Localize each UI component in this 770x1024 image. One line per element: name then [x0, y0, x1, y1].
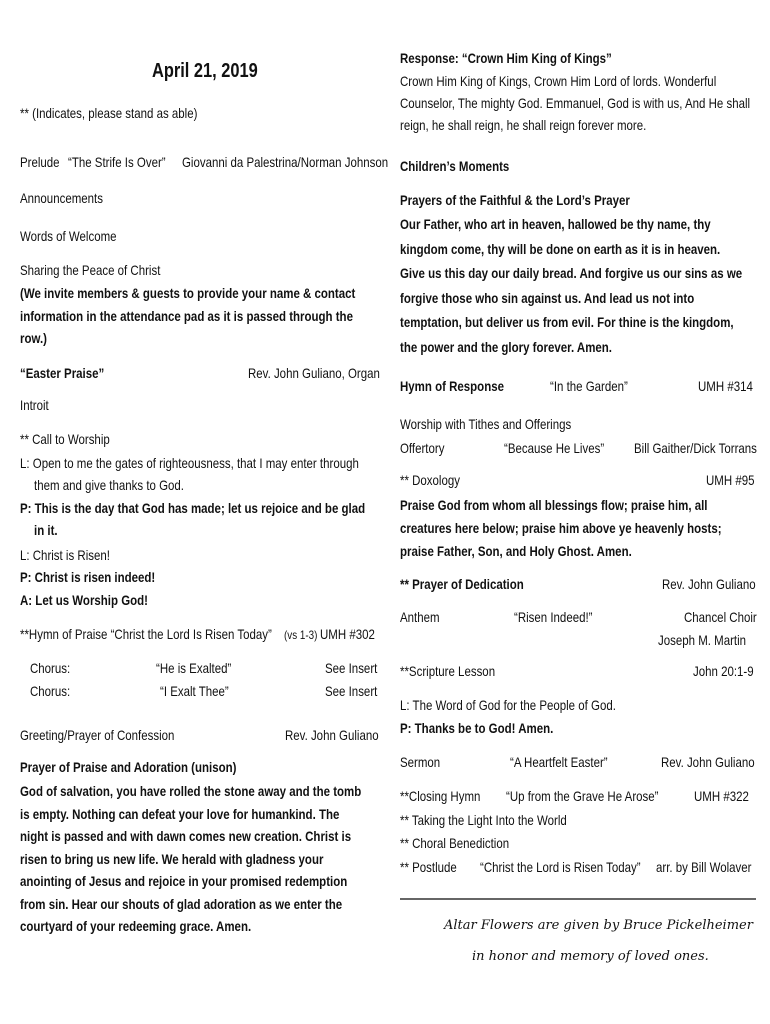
dedication-leader: Rev. John Guliano: [662, 576, 756, 592]
chorus-2-note: See Insert: [325, 683, 378, 699]
anthem-label: Anthem: [400, 609, 440, 625]
closing-hymn-label: **Closing Hymn: [400, 788, 481, 804]
taking-light: ** Taking the Light Into the World: [400, 812, 567, 828]
postlude-label: ** Postlude: [400, 859, 457, 875]
postlude-composer: arr. by Bill Wolaver: [656, 859, 752, 875]
hymn-of-response-label: Hymn of Response: [400, 378, 504, 394]
peace-note: (We invite members & guests to provide your name & contact information in the attendance pad as it is passed through the row.): [20, 285, 356, 346]
offertory-label: Offertory: [400, 440, 445, 456]
hymn-of-response-title: “In the Garden”: [550, 378, 628, 394]
call-all-worship: A: Let us Worship God!: [20, 592, 148, 608]
divider: [400, 898, 756, 900]
easter-praise-title: “Easter Praise”: [20, 365, 105, 381]
response-body: Crown Him King of Kings, Crown Him Lord of lords. Wonderful Counselor, The mighty God. Emmanuel, God is with us, And He shall reign, he shall reign, he shall reign forever more.: [400, 73, 751, 133]
call-people-line-2: in it.: [34, 522, 58, 538]
call-leader-risen: L: Christ is Risen!: [20, 547, 110, 563]
closing-hymn-title: “Up from the Grave He Arose”: [506, 788, 659, 804]
call-leader-line-2: them and give thanks to God.: [34, 477, 184, 493]
chorus-1-title: “He is Exalted”: [156, 660, 232, 676]
anthem-title: “Risen Indeed!”: [514, 609, 593, 625]
chorus-2-label: Chorus:: [30, 683, 71, 699]
sermon-preacher: Rev. John Guliano: [661, 754, 755, 770]
response-title: Response: “Crown Him King of Kings”: [400, 50, 612, 66]
childrens-moments: Children’s Moments: [400, 158, 510, 174]
scripture-ref: John 20:1-9: [693, 663, 754, 679]
word-people: P: Thanks be to God! Amen.: [400, 720, 554, 736]
greeting-label: Greeting/Prayer of Confession: [20, 727, 175, 743]
service-date: April 21, 2019: [152, 60, 258, 82]
hymn-of-praise-verses: (vs 1-3): [284, 628, 318, 642]
hymn-of-praise: **Hymn of Praise “Christ the Lord Is Risen Today”: [20, 626, 272, 642]
call-leader-line-1: L: Open to me the gates of righteousness, that I may enter through: [20, 455, 359, 471]
altar-flowers-line-1: Altar Flowers are given by Bruce Pickelheimer: [444, 918, 753, 933]
closing-hymn-number: UMH #322: [694, 788, 749, 804]
announcements: Announcements: [20, 190, 103, 206]
prayer-title: Prayer of Praise and Adoration (unison): [20, 759, 237, 775]
prayers-title: Prayers of the Faithful & the Lord’s Prayer: [400, 192, 630, 208]
anthem-performer: Chancel Choir: [684, 609, 757, 625]
altar-flowers-line-2: in honor and memory of loved ones.: [472, 949, 709, 964]
introit: Introit: [20, 397, 49, 413]
choral-benediction: ** Choral Benediction: [400, 835, 510, 851]
sermon-title: “A Heartfelt Easter”: [510, 754, 608, 770]
prayer-of-dedication: ** Prayer of Dedication: [400, 576, 524, 592]
tithes-offerings: Worship with Tithes and Offerings: [400, 416, 572, 432]
prelude-label: Prelude: [20, 154, 60, 170]
offertory-composer: Bill Gaither/Dick Torrans: [634, 440, 757, 456]
word-leader: L: The Word of God for the People of God.: [400, 697, 616, 713]
hymn-of-praise-number: UMH #302: [320, 626, 375, 642]
offertory-title: “Because He Lives”: [504, 440, 605, 456]
doxology-label: ** Doxology: [400, 472, 460, 488]
sharing-peace: Sharing the Peace of Christ: [20, 262, 161, 278]
anthem-composer: Joseph M. Martin: [658, 632, 747, 648]
postlude-title: “Christ the Lord is Risen Today”: [480, 859, 641, 875]
words-of-welcome: Words of Welcome: [20, 228, 117, 244]
call-people-line-1: P: This is the day that God has made; let us rejoice and be glad: [20, 500, 366, 516]
call-people-risen: P: Christ is risen indeed!: [20, 569, 156, 585]
chorus-1-note: See Insert: [325, 660, 378, 676]
prayer-body: God of salvation, you have rolled the stone away and the tomb is empty. Nothing can defeat your love for humankind. The night is passed and with dawn comes new creation. Christ is risen to bring us new life. We herald with gladness your anointing of Jesus and rejoice in your promised redemption from sin. Hear our shouts of glad adoration as we enter the courtyard of your redeeming grace. Amen.: [20, 783, 362, 934]
chorus-1-label: Chorus:: [30, 660, 71, 676]
stand-note: ** (Indicates, please stand as able): [20, 105, 198, 121]
prelude-composer: Giovanni da Palestrina/Norman Johnson: [182, 154, 389, 170]
scripture-lesson: **Scripture Lesson: [400, 663, 496, 679]
chorus-2-title: “I Exalt Thee”: [160, 683, 229, 699]
doxology-text: Praise God from whom all blessings flow; praise him, all creatures here below; praise him above ye heavenly hosts; praise Father, Son, and Holy Ghost. Amen.: [400, 497, 722, 559]
hymn-of-response-number: UMH #314: [698, 378, 753, 394]
prelude-title: “The Strife Is Over”: [68, 154, 166, 170]
sermon-label: Sermon: [400, 754, 441, 770]
call-to-worship: ** Call to Worship: [20, 431, 110, 447]
greeting-leader: Rev. John Guliano: [285, 727, 379, 743]
doxology-number: UMH #95: [706, 472, 755, 488]
easter-praise-performer: Rev. John Guliano, Organ: [248, 365, 380, 381]
lords-prayer: Our Father, who art in heaven, hallowed be thy name, thy kingdom come, thy will be done on earth as it is in heaven. Give us this day our daily bread. And forgive us our sins as we forgive those who sin against us. And lead us not into temptation, but deliver us from evil. For thine is the kingdom, the power and the glory forever. Amen.: [400, 216, 743, 355]
